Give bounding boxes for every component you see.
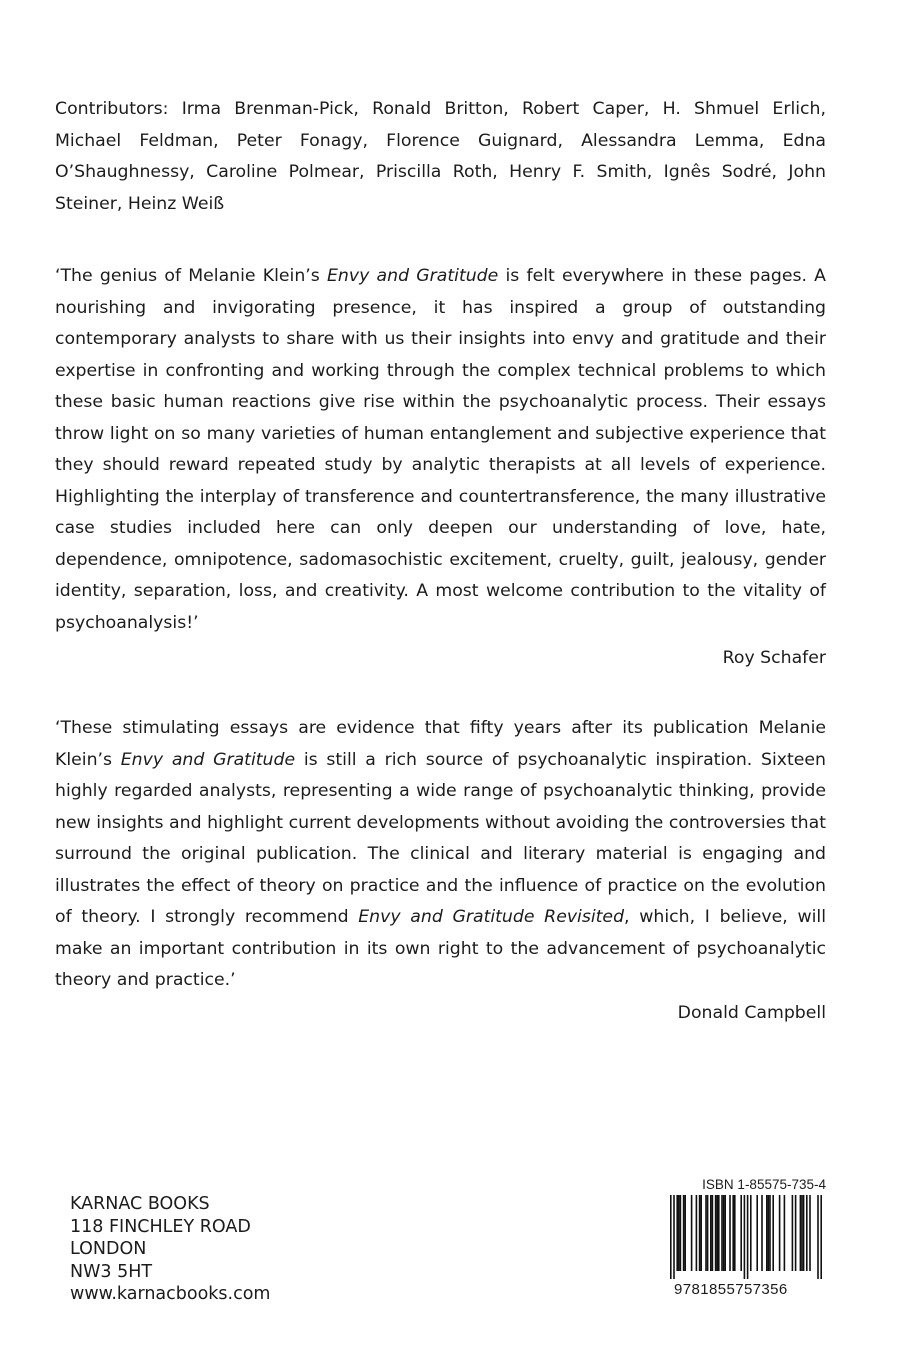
barcode-bar xyxy=(772,1195,774,1271)
barcode-bar xyxy=(820,1195,822,1279)
barcode-bar xyxy=(683,1195,685,1271)
barcode-bar xyxy=(756,1195,758,1271)
book-title: Envy and Gratitude xyxy=(120,749,296,770)
barcode-bar xyxy=(792,1195,794,1271)
barcode-bar xyxy=(806,1195,808,1271)
barcode-bar xyxy=(750,1195,752,1271)
publisher-city: LONDON xyxy=(70,1239,147,1259)
barcode-bar xyxy=(710,1195,712,1271)
barcode-bar xyxy=(779,1195,781,1271)
barcode-bar xyxy=(769,1195,771,1271)
barcode-bar xyxy=(707,1195,709,1271)
barcode-bar xyxy=(684,1195,686,1271)
barcode-bar xyxy=(801,1195,803,1271)
barcode-bar xyxy=(809,1195,811,1271)
barcode-icon xyxy=(662,1193,830,1279)
barcode-bar xyxy=(700,1195,702,1271)
quote-text: is felt everywhere in these pages. A nourishing and invigorating presence, it has inspired a group of outstanding contemporary analysts to share with us their insights into envy and gratitude and their expertise in confronting and working through the complex technical problems to which these basic human reactions give rise within the psychoanalytic process. Their essays throw light on so many varieties of human entanglement and subjective experience that they should reward repeated study by analytic therapists at all levels of experience. Highlighting the interplay of transference and countertransference, the many illustrative case studies included here can only deepen our understanding of love, hate, dependence, omnipotence, sadomasochistic excitement, cruelty, guilt, jealousy, gender identity, separation, loss, and creativity. A most welcome contribution to the vitality of psychoanalysis!’ xyxy=(55,266,826,633)
quote-text: ‘The genius of Melanie Klein’s xyxy=(55,266,328,286)
barcode-bar xyxy=(691,1195,693,1271)
barcode-bar xyxy=(768,1195,770,1271)
quote-attribution: Donald Campbell xyxy=(677,1003,826,1023)
barcode-bar xyxy=(705,1195,707,1271)
barcode-bar xyxy=(747,1195,749,1279)
barcode-bar xyxy=(696,1195,698,1271)
barcode-block xyxy=(662,1177,830,1298)
quote-text: ‘These stimulating essays are evidence that fifty years after its publication Melanie Klein’s xyxy=(55,718,826,770)
barcode-bar xyxy=(680,1195,682,1271)
barcode-bar xyxy=(718,1195,720,1271)
barcode-bar xyxy=(678,1195,680,1271)
barcode-bar xyxy=(795,1195,797,1271)
review-quote-schafer xyxy=(55,261,826,639)
publisher-address xyxy=(70,1193,270,1306)
publisher-name: KARNAC BOOKS xyxy=(70,1194,210,1214)
ean-number: 9781855757356 xyxy=(674,1281,788,1298)
barcode-bar xyxy=(761,1195,763,1271)
barcode-bar xyxy=(723,1195,725,1271)
barcode-bar xyxy=(800,1195,802,1271)
barcode-bar xyxy=(716,1195,718,1271)
isbn-label: ISBN 1-85575-735-4 xyxy=(702,1177,826,1192)
barcode-bar xyxy=(740,1195,742,1271)
barcode-bar xyxy=(721,1195,723,1271)
barcode-bar xyxy=(784,1195,786,1271)
quote-text: is still a rich source of psychoanalytic inspiration. Sixteen highly regarded analysts, representing a wide range of psychoanalytic thinking, provide new insights and highlight current developments without avoiding the controversies that surround the original publication. The clinical and literary material is engaging and illustrates the effect of theory on practice and the influence of practice on the evolution of theory. I strongly recommend xyxy=(55,749,826,927)
barcode-bar xyxy=(817,1195,819,1279)
book-title: Envy and Gratitude Revisited xyxy=(358,907,625,927)
barcode-bar xyxy=(712,1195,714,1271)
barcode-bar xyxy=(724,1195,726,1271)
barcode-bar xyxy=(734,1195,736,1271)
quote-text: , which, I believe, will make an important contribution in its own right to the advancement of psychoanalytic theory and practice.’ xyxy=(55,907,827,990)
barcode-bar xyxy=(670,1195,672,1279)
book-title: Envy and Gratitude xyxy=(327,266,499,286)
contributors-list: Contributors: Irma Brenman-Pick, Ronald Britton, Robert Caper, H. Shmuel Erlich, Michael Feldman, Peter Fonagy, Florence Guignard, Alessandra Lemma, Edna O’Shaughnessy, Caroline Polmear, Priscilla Roth, Henry F. Smith, Ignês Sodré, John Steiner, Heinz Weiß xyxy=(55,99,826,214)
publisher-postcode: NW3 5HT xyxy=(70,1261,153,1282)
barcode-bar xyxy=(715,1195,717,1271)
publisher-website: www.karnacbooks.com xyxy=(70,1284,271,1304)
barcode-bars xyxy=(662,1193,830,1279)
quote-attribution: Roy Schafer xyxy=(722,648,826,668)
barcode-bar xyxy=(673,1195,675,1279)
barcode-bar xyxy=(766,1195,768,1271)
barcode-bar xyxy=(676,1195,678,1271)
barcode-bar xyxy=(803,1195,805,1271)
barcode-bar xyxy=(744,1195,746,1279)
publisher-street: 118 FINCHLEY ROAD xyxy=(70,1216,251,1237)
barcode-bar xyxy=(699,1195,701,1271)
barcode-bar xyxy=(729,1195,731,1271)
review-quote-campbell xyxy=(55,713,826,997)
barcode-bar xyxy=(732,1195,734,1271)
